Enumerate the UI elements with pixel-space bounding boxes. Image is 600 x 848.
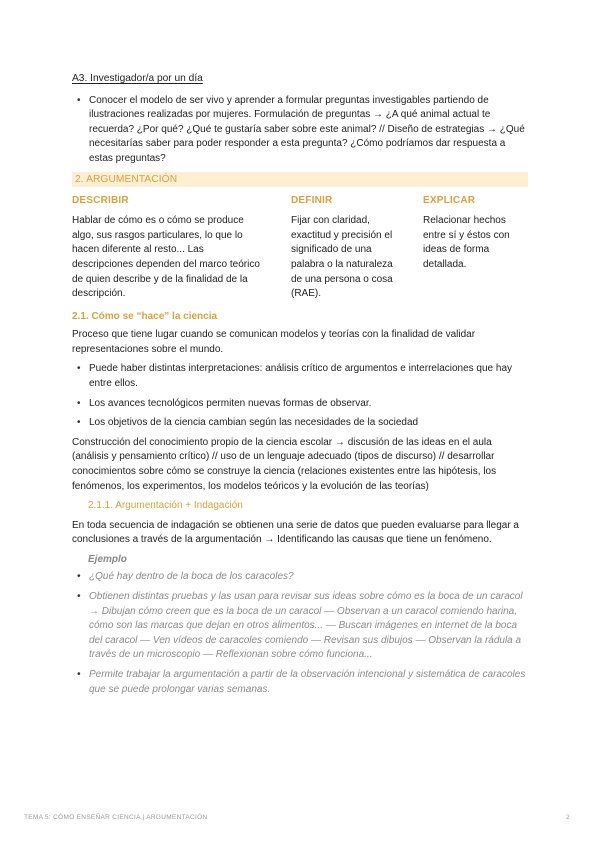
- concept-columns: [72, 194, 528, 304]
- footer-text: TEMA 5: CÓMO ENSEÑAR CIENCIA | ARGUMENTACIÓN: [24, 814, 208, 821]
- column-definir: [291, 194, 406, 302]
- example-heading: Ejemplo: [88, 553, 127, 565]
- column-describir: [72, 194, 262, 302]
- page-number: 2: [566, 814, 570, 821]
- column-text: Relacionar hechos entre sí y éstos con ideas de forma detallada.: [423, 215, 510, 270]
- column-text: Hablar de cómo es o cómo se produce algo, sus rasgos particulares, lo que lo hacen diferente al resto... Las descripciones dependen del marco teórico de quien describe y de la finalidad de la descripción.: [72, 215, 260, 300]
- column-heading: DESCRIBIR: [72, 194, 129, 206]
- column-heading: DEFINIR: [291, 194, 333, 206]
- paragraph: Proceso que tiene lugar cuando se comunican modelos y teorías con la finalidad de validar representaciones sobre el mundo.: [72, 329, 476, 355]
- column-text: Fijar con claridad, exactitud y precisión el significado de una palabra o la naturaleza de una persona o cosa (RAE).: [291, 215, 393, 300]
- column-explicar: [423, 194, 523, 273]
- list-item: • Permite trabajar la argumentación a partir de la observación intencional y sistemática de caracoles que se puede prolongar varias semanas.: [72, 668, 528, 697]
- list-item: • Conocer el modelo de ser vivo y aprender a formular preguntas investigables partiendo de ilustraciones realizadas por mujeres. Formulación de preguntas → ¿A qué animal actual te recuerda? ¿Por qué? ¿Qué te gustaría saber sobre este animal? // Diseño de estrategias → ¿Qué necesitarías saber para poder responder a esta pregunta? ¿Cómo podríamos dar respuesta a estas preguntas?: [72, 94, 528, 167]
- column-heading: EXPLICAR: [423, 194, 476, 206]
- list-item: • Los objetivos de la ciencia cambian según las necesidades de la sociedad: [72, 416, 528, 431]
- section-heading: 2. ARGUMENTACIÓN: [72, 172, 528, 187]
- page-content: [72, 72, 528, 702]
- list-item: • ¿Qué hay dentro de la boca de los caracoles?: [72, 570, 528, 585]
- list-item: • Los avances tecnológicos permiten nuevas formas de observar.: [72, 397, 528, 412]
- list-item: • Puede haber distintas interpretaciones: análisis crítico de argumentos e interrelaciones que hay entre ellos.: [72, 362, 528, 391]
- paragraph: En toda secuencia de indagación se obtienen una serie de datos que pueden evaluarse para llegar a conclusiones a través de la argumentación → Identificando las causas que tiene un fenómeno.: [72, 519, 519, 546]
- subsubsection-heading: 2.1.1. Argumentación + Indagación: [88, 500, 243, 512]
- list-item: • Obtienen distintas pruebas y las usan para revisar sus ideas sobre cómo es la boca de un caracol → Dibujan cómo creen que es la boca de un caracol — Observan a un caracol comiendo harina, cómo son las marcas que dejan en otros alimentos... — Buscan imágenes en internet de la boca del caracol — Ven vídeos de caracoles comiendo — Revisan sus dibujos — Observan la rádula a través de un microscopio — Reflexionan sobre cómo funciona...: [72, 590, 528, 663]
- subsection-heading: 2.1. Cómo se “hace” la ciencia: [72, 310, 218, 322]
- activity-list: [72, 94, 528, 167]
- activity-title: A3. Investigador/a por un día: [72, 73, 203, 84]
- example-list: [72, 570, 528, 697]
- science-list: [72, 362, 528, 430]
- paragraph: Construcción del conocimiento propio de la ciencia escolar → discusión de las ideas en el aula (análisis y pensamiento crítico) // uso de un lenguaje adecuado (tipos de discurso) // desarrollar conocimientos sobre cómo se construye la ciencia (relaciones existentes entre las hipótesis, los fenómenos, los experimentos, los modelos teóricos y la evolución de las teorías): [72, 436, 497, 492]
